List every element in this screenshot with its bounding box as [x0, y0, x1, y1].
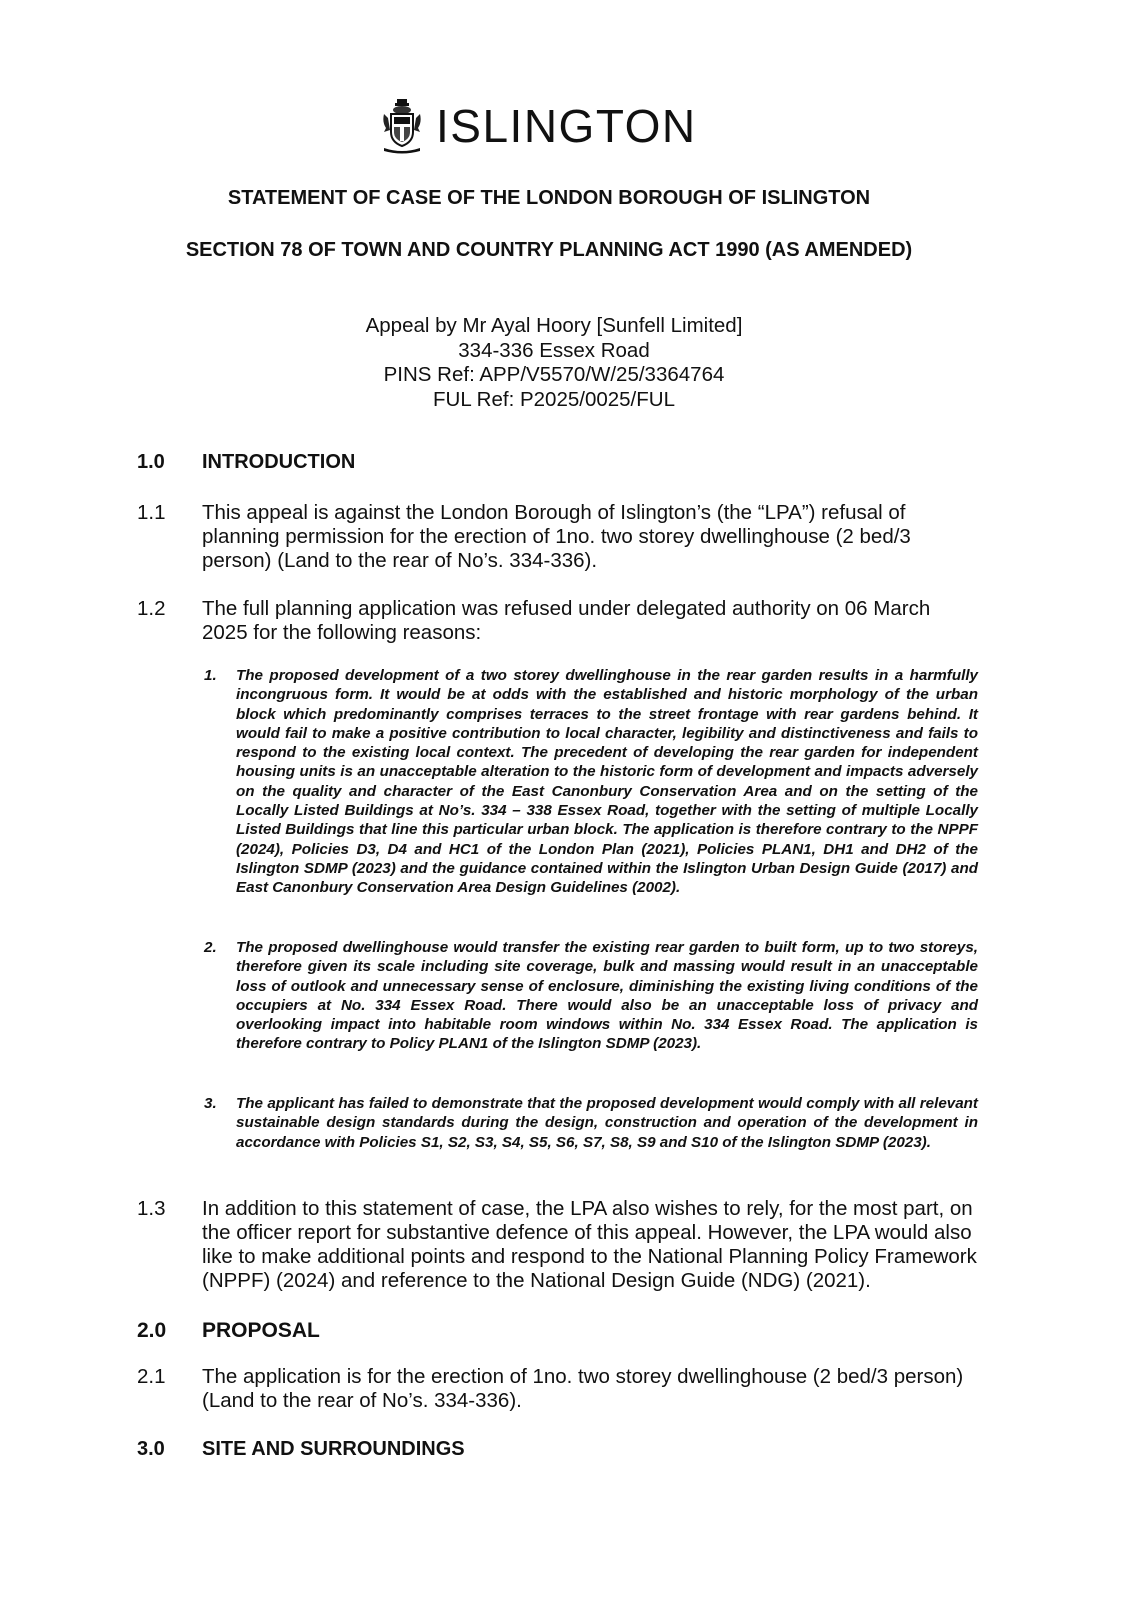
paragraph-number: 2.1 [137, 1365, 166, 1388]
paragraph-text: The application is for the erection of 1no. two storey dwellinghouse (2 bed/3 person) (Land to the rear of No’s. 334-336). [202, 1365, 964, 1412]
section-number: 3.0 [137, 1438, 165, 1460]
document-subtitle: SECTION 78 OF TOWN AND COUNTRY PLANNING ACT 1990 (AS AMENDED) [185, 239, 913, 261]
appeal-details [0, 314, 1108, 412]
ful-ref-line: FUL Ref: P2025/0025/FUL [433, 387, 675, 411]
section-heading-site-and-surroundings [137, 1438, 465, 1461]
logo-wordmark: ISLINGTON [436, 100, 697, 152]
paragraph-1-1 [137, 501, 977, 573]
paragraph-number: 1.3 [137, 1197, 166, 1220]
paragraph-text: In addition to this statement of case, the LPA also wishes to rely, for the most part, on the officer report for substantive defence of this appeal. However, the LPA would also like to make additional points and respond to the National Planning Policy Framework (NPPF) (2024) and reference to the National Design Guide (NDG) (2021). [202, 1197, 977, 1292]
reason-text: The proposed dwellinghouse would transfer the existing rear garden to built form, up to two storeys, therefore given its scale including site coverage, bulk and massing would result in an unacceptable loss of outlook and unnecessary sense of enclosure, diminishing the existing living conditions of the occupiers at No. 334 Essex Road. There would also be an unacceptable loss of privacy and overlooking impact into habitable room windows within No. 334 Essex Road. The application is therefore contrary to Policy PLAN1 of the Islington SDMP (2023). [236, 939, 978, 1053]
section-title: PROPOSAL [202, 1319, 320, 1342]
pins-ref-line: PINS Ref: APP/V5570/W/25/3364764 [383, 363, 725, 386]
coat-of-arms-icon [380, 98, 424, 154]
reason-text: The applicant has failed to demonstrate that the proposed development would comply with all relevant sustainable design standards during the design, construction and operation of the development in accordance with Policies S1, S2, S3, S4, S5, S6, S7, S8, S9 and S10 of the Islington SDMP (2023). [236, 1095, 978, 1151]
paragraph-1-3 [137, 1197, 977, 1293]
paragraph-number: 1.1 [137, 501, 166, 524]
islington-logo [380, 98, 697, 154]
section-heading-proposal [137, 1319, 320, 1343]
document-title: STATEMENT OF CASE OF THE LONDON BOROUGH OF ISLINGTON [227, 187, 871, 209]
refusal-reason-2 [204, 938, 978, 1054]
paragraph-2-1 [137, 1365, 977, 1413]
site-address-line: 334-336 Essex Road [458, 338, 650, 362]
section-title: INTRODUCTION [202, 451, 356, 473]
paragraph-text: The full planning application was refused under delegated authority on 06 March 2025 for the following reasons: [202, 597, 931, 644]
appellant-line: Appeal by Mr Ayal Hoory [Sunfell Limited] [365, 314, 743, 337]
paragraph-1-2 [137, 597, 977, 645]
reason-number: 2. [204, 939, 217, 956]
section-title: SITE AND SURROUNDINGS [202, 1438, 465, 1460]
section-number: 1.0 [137, 451, 165, 473]
section-number: 2.0 [137, 1319, 167, 1342]
refusal-reason-3 [204, 1094, 978, 1152]
reason-text: The proposed development of a two storey dwellinghouse in the rear garden results in a harmfully incongruous form. It would be at odds with the established and historic morphology of the urban block which predominantly comprises terraces to the street frontage with rear gardens behind. It would fail to make a positive contribution to local character, legibility and distinctiveness and fails to respond to the existing local context. The precedent of developing the rear garden for independent housing units is an unacceptable alteration to the historic form of development and impacts adversely on the quality and character of the East Canonbury Conservation Area and on the setting of the Locally Listed Buildings at No’s. 334 – 338 Essex Road, together with the setting of multiple Locally Listed Buildings that line this particular urban block. The application is therefore contrary to the NPPF (2024), Policies D3, D4 and HC1 of the London Plan (2021), Policies PLAN1, DH1 and DH2 of the Islington SDMP (2023) and the guidance contained within the Islington Urban Design Guide (2017) and East Canonbury Conservation Area Design Guidelines (2002). [236, 667, 978, 897]
reason-number: 1. [204, 667, 217, 684]
paragraph-number: 1.2 [137, 597, 166, 620]
refusal-reason-1 [204, 666, 978, 898]
section-heading-introduction [137, 451, 355, 474]
reason-number: 3. [204, 1095, 217, 1112]
paragraph-text: This appeal is against the London Borough of Islington’s (the “LPA”) refusal of planning permission for the erection of 1no. two storey dwellinghouse (2 bed/3 person) (Land to the rear of No’s. 334-336). [202, 501, 911, 572]
